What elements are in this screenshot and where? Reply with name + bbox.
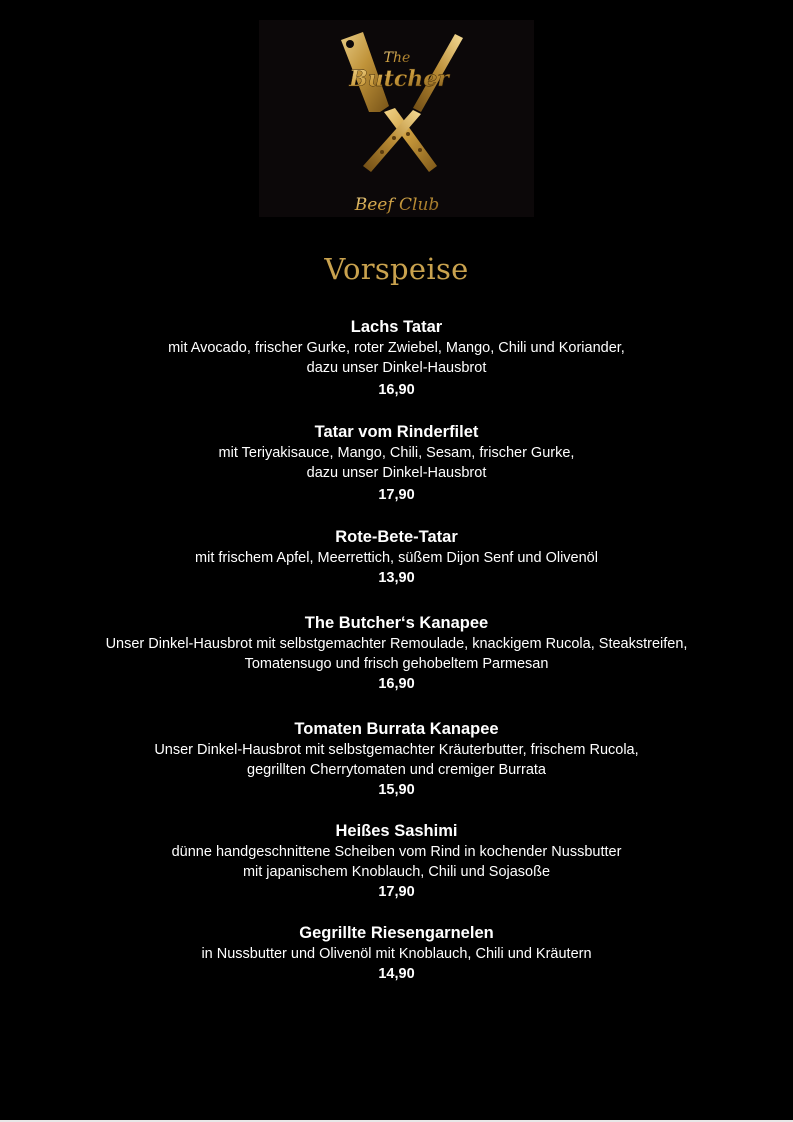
menu-item-description: Tomatensugo und frisch gehobeltem Parmesan	[244, 656, 549, 672]
menu-item-price: 14,90	[378, 966, 415, 982]
menu-item-price: 17,90	[378, 487, 415, 503]
menu-item	[0, 719, 793, 800]
menu-item	[0, 317, 793, 400]
menu-item-price: 16,90	[378, 382, 415, 398]
menu-item-description: gegrillten Cherrytomaten und cremiger Burrata	[247, 762, 546, 778]
menu-item-name: Heißes Sashimi	[335, 822, 458, 840]
restaurant-logo	[259, 20, 534, 217]
logo-tagline: Beef Club	[354, 195, 440, 215]
menu-item-description: Unser Dinkel-Hausbrot mit selbstgemachter Kräuterbutter, frischem Rucola,	[154, 742, 639, 758]
menu-item-name: Rote-Bete-Tatar	[335, 528, 458, 546]
menu-item-price: 17,90	[378, 884, 415, 900]
crossed-knives-logo-icon	[259, 20, 534, 217]
section-title: Vorspeise	[324, 252, 469, 286]
menu-item-description: mit Avocado, frischer Gurke, roter Zwiebel, Mango, Chili und Koriander,	[168, 340, 625, 356]
logo-script-butcher: Butcher	[349, 66, 449, 92]
menu-item-name: Tomaten Burrata Kanapee	[294, 720, 499, 738]
menu-item-price: 13,90	[378, 570, 415, 586]
menu-item-name: Lachs Tatar	[350, 318, 443, 336]
menu-item-price: 15,90	[378, 782, 415, 798]
menu-item-description: mit Teriyakisauce, Mango, Chili, Sesam, frischer Gurke,	[218, 445, 575, 461]
menu-item	[0, 613, 793, 694]
menu-item	[0, 821, 793, 902]
menu-item-description: dazu unser Dinkel-Hausbrot	[306, 360, 487, 376]
menu-item-description: mit japanischem Knoblauch, Chili und Sojasoße	[242, 864, 551, 880]
menu-item	[0, 527, 793, 588]
menu-item	[0, 923, 793, 984]
menu-item-description: in Nussbutter und Olivenöl mit Knoblauch, Chili und Kräutern	[201, 946, 592, 962]
menu-item	[0, 422, 793, 505]
logo-script-the: The	[383, 50, 411, 66]
menu-item-name: Gegrillte Riesengarnelen	[299, 924, 494, 942]
menu-item-description: dazu unser Dinkel-Hausbrot	[306, 465, 487, 481]
menu-item-description: dünne handgeschnittene Scheiben vom Rind in kochender Nussbutter	[171, 844, 622, 860]
menu-item-price: 16,90	[378, 676, 415, 692]
menu-item-name: Tatar vom Rinderfilet	[314, 423, 479, 441]
menu-item-description: mit frischem Apfel, Meerrettich, süßem Dijon Senf und Olivenöl	[195, 550, 598, 566]
menu-item-description: Unser Dinkel-Hausbrot mit selbstgemachter Remoulade, knackigem Rucola, Steakstreifen,	[105, 636, 688, 652]
menu-item-name: The Butcher‘s Kanapee	[304, 614, 489, 632]
